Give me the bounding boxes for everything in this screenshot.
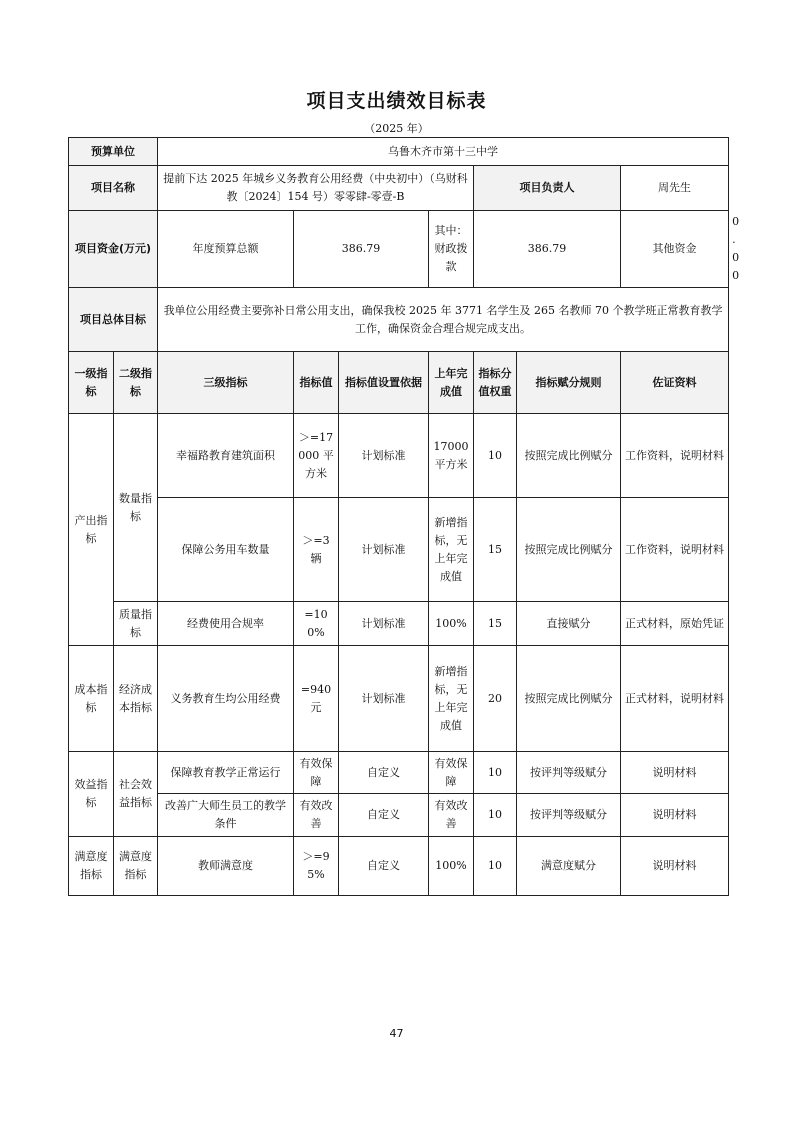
project-goal-value: 我单位公用经费主要弥补日常公用支出，确保我校 2025 年 3771 名学生及 265 名教师 70 个教学班正常教育教学工作，确保资金合理合规完成支出。 bbox=[158, 288, 729, 352]
indicator-value: ＞=95% bbox=[294, 837, 339, 896]
indicator-name: 保障教育教学正常运行 bbox=[158, 752, 294, 794]
indicator-rule: 按照完成比例赋分 bbox=[517, 498, 621, 602]
annual-budget-label: 年度预算总额 bbox=[158, 211, 294, 288]
budget-unit-value: 乌鲁木齐市第十三中学 bbox=[158, 138, 729, 166]
indicator-value: 有效改善 bbox=[294, 794, 339, 837]
other-funds-label: 其他资金 bbox=[621, 211, 729, 288]
indicator-rule: 满意度赋分 bbox=[517, 837, 621, 896]
performance-table bbox=[68, 137, 740, 896]
indicator-value: ＞=17000 平方米 bbox=[294, 414, 339, 498]
fiscal-allocation-label: 其中：财政拨款 bbox=[429, 211, 474, 288]
project-funds-row: 项目资金(万元) 年度预算总额 386.79 其中：财政拨款 386.79 其他资金 0.00 bbox=[69, 211, 729, 288]
project-manager-value: 周先生 bbox=[621, 166, 729, 211]
indicator-last-year: 100% bbox=[429, 602, 474, 646]
indicator-rule: 按照完成比例赋分 bbox=[517, 646, 621, 752]
indicator-rule: 直接赋分 bbox=[517, 602, 621, 646]
indicator-evidence: 正式材料，原始凭证 bbox=[621, 602, 729, 646]
indicator-name: 保障公务用车数量 bbox=[158, 498, 294, 602]
table-row bbox=[69, 646, 729, 752]
indicator-last-year: 新增指标，无上年完成值 bbox=[429, 646, 474, 752]
indicator-basis: 自定义 bbox=[339, 794, 429, 837]
group-satisfaction-sub: 满意度指标 bbox=[114, 837, 158, 896]
header-rule: 指标赋分规则 bbox=[517, 352, 621, 414]
fiscal-allocation-value: 386.79 bbox=[474, 211, 621, 288]
table-row bbox=[69, 794, 729, 837]
indicator-weight: 20 bbox=[474, 646, 517, 752]
indicator-weight: 15 bbox=[474, 602, 517, 646]
indicator-basis: 计划标准 bbox=[339, 498, 429, 602]
indicator-header-row bbox=[69, 352, 729, 414]
header-level1: 一级指标 bbox=[69, 352, 114, 414]
table-row bbox=[69, 602, 729, 646]
group-output: 产出指标 bbox=[69, 414, 114, 646]
header-last-year: 上年完成值 bbox=[429, 352, 474, 414]
group-cost-economic: 经济成本指标 bbox=[114, 646, 158, 752]
indicator-evidence: 说明材料 bbox=[621, 794, 729, 837]
indicator-name: 经费使用合规率 bbox=[158, 602, 294, 646]
project-goal-label: 项目总体目标 bbox=[69, 288, 158, 352]
table-row bbox=[69, 414, 729, 498]
indicator-value: 有效保障 bbox=[294, 752, 339, 794]
table-row bbox=[69, 498, 729, 602]
group-output-quality: 质量指标 bbox=[114, 602, 158, 646]
indicator-evidence: 工作资料，说明材料 bbox=[621, 414, 729, 498]
header-basis: 指标值设置依据 bbox=[339, 352, 429, 414]
project-name-value: 提前下达 2025 年城乡义务教育公用经费（中央初中）（乌财科教〔2024〕154 号）零零肆-零壹-B bbox=[158, 166, 474, 211]
indicator-value: =940 元 bbox=[294, 646, 339, 752]
indicator-name: 幸福路教育建筑面积 bbox=[158, 414, 294, 498]
indicator-rule: 按照完成比例赋分 bbox=[517, 414, 621, 498]
budget-unit-label: 预算单位 bbox=[69, 138, 158, 166]
header-evidence: 佐证资料 bbox=[621, 352, 729, 414]
group-satisfaction: 满意度指标 bbox=[69, 837, 114, 896]
budget-unit-row bbox=[69, 138, 729, 166]
year-label: （2025 年） bbox=[364, 122, 429, 135]
indicator-weight: 10 bbox=[474, 794, 517, 837]
indicator-last-year: 有效保障 bbox=[429, 752, 474, 794]
indicator-name: 改善广大师生员工的教学条件 bbox=[158, 794, 294, 837]
indicator-rule: 按评判等级赋分 bbox=[517, 752, 621, 794]
table-row bbox=[69, 752, 729, 794]
project-name-label: 项目名称 bbox=[69, 166, 158, 211]
indicator-basis: 自定义 bbox=[339, 837, 429, 896]
indicator-weight: 10 bbox=[474, 752, 517, 794]
indicator-last-year: 100% bbox=[429, 837, 474, 896]
indicator-basis: 自定义 bbox=[339, 752, 429, 794]
indicator-rule: 按评判等级赋分 bbox=[517, 794, 621, 837]
indicator-basis: 计划标准 bbox=[339, 646, 429, 752]
indicator-evidence: 说明材料 bbox=[621, 752, 729, 794]
indicator-basis: 计划标准 bbox=[339, 414, 429, 498]
group-benefit-social: 社会效益指标 bbox=[114, 752, 158, 837]
header-level2: 二级指标 bbox=[114, 352, 158, 414]
group-output-quantity: 数量指标 bbox=[114, 414, 158, 602]
project-manager-label: 项目负责人 bbox=[474, 166, 621, 211]
indicator-last-year: 新增指标，无上年完成值 bbox=[429, 498, 474, 602]
indicator-last-year: 17000 平方米 bbox=[429, 414, 474, 498]
project-funds-label: 项目资金(万元) bbox=[69, 211, 158, 288]
project-name-row bbox=[69, 166, 729, 211]
indicator-evidence: 工作资料，说明材料 bbox=[621, 498, 729, 602]
indicator-name: 义务教育生均公用经费 bbox=[158, 646, 294, 752]
indicator-evidence: 说明材料 bbox=[621, 837, 729, 896]
indicator-value: ＞=3 辆 bbox=[294, 498, 339, 602]
header-weight: 指标分值权重 bbox=[474, 352, 517, 414]
page-number: 47 bbox=[389, 1027, 404, 1040]
indicator-weight: 15 bbox=[474, 498, 517, 602]
page-title: 项目支出绩效目标表 bbox=[306, 90, 487, 112]
group-cost: 成本指标 bbox=[69, 646, 114, 752]
header-value: 指标值 bbox=[294, 352, 339, 414]
indicator-value: =100% bbox=[294, 602, 339, 646]
indicator-name: 教师满意度 bbox=[158, 837, 294, 896]
table-row bbox=[69, 837, 729, 896]
project-goal-row bbox=[69, 288, 729, 352]
indicator-weight: 10 bbox=[474, 414, 517, 498]
header-level3: 三级指标 bbox=[158, 352, 294, 414]
indicator-weight: 10 bbox=[474, 837, 517, 896]
indicator-last-year: 有效改善 bbox=[429, 794, 474, 837]
indicator-evidence: 正式材料，说明材料 bbox=[621, 646, 729, 752]
annual-budget-value: 386.79 bbox=[294, 211, 429, 288]
group-benefit: 效益指标 bbox=[69, 752, 114, 837]
indicator-basis: 计划标准 bbox=[339, 602, 429, 646]
